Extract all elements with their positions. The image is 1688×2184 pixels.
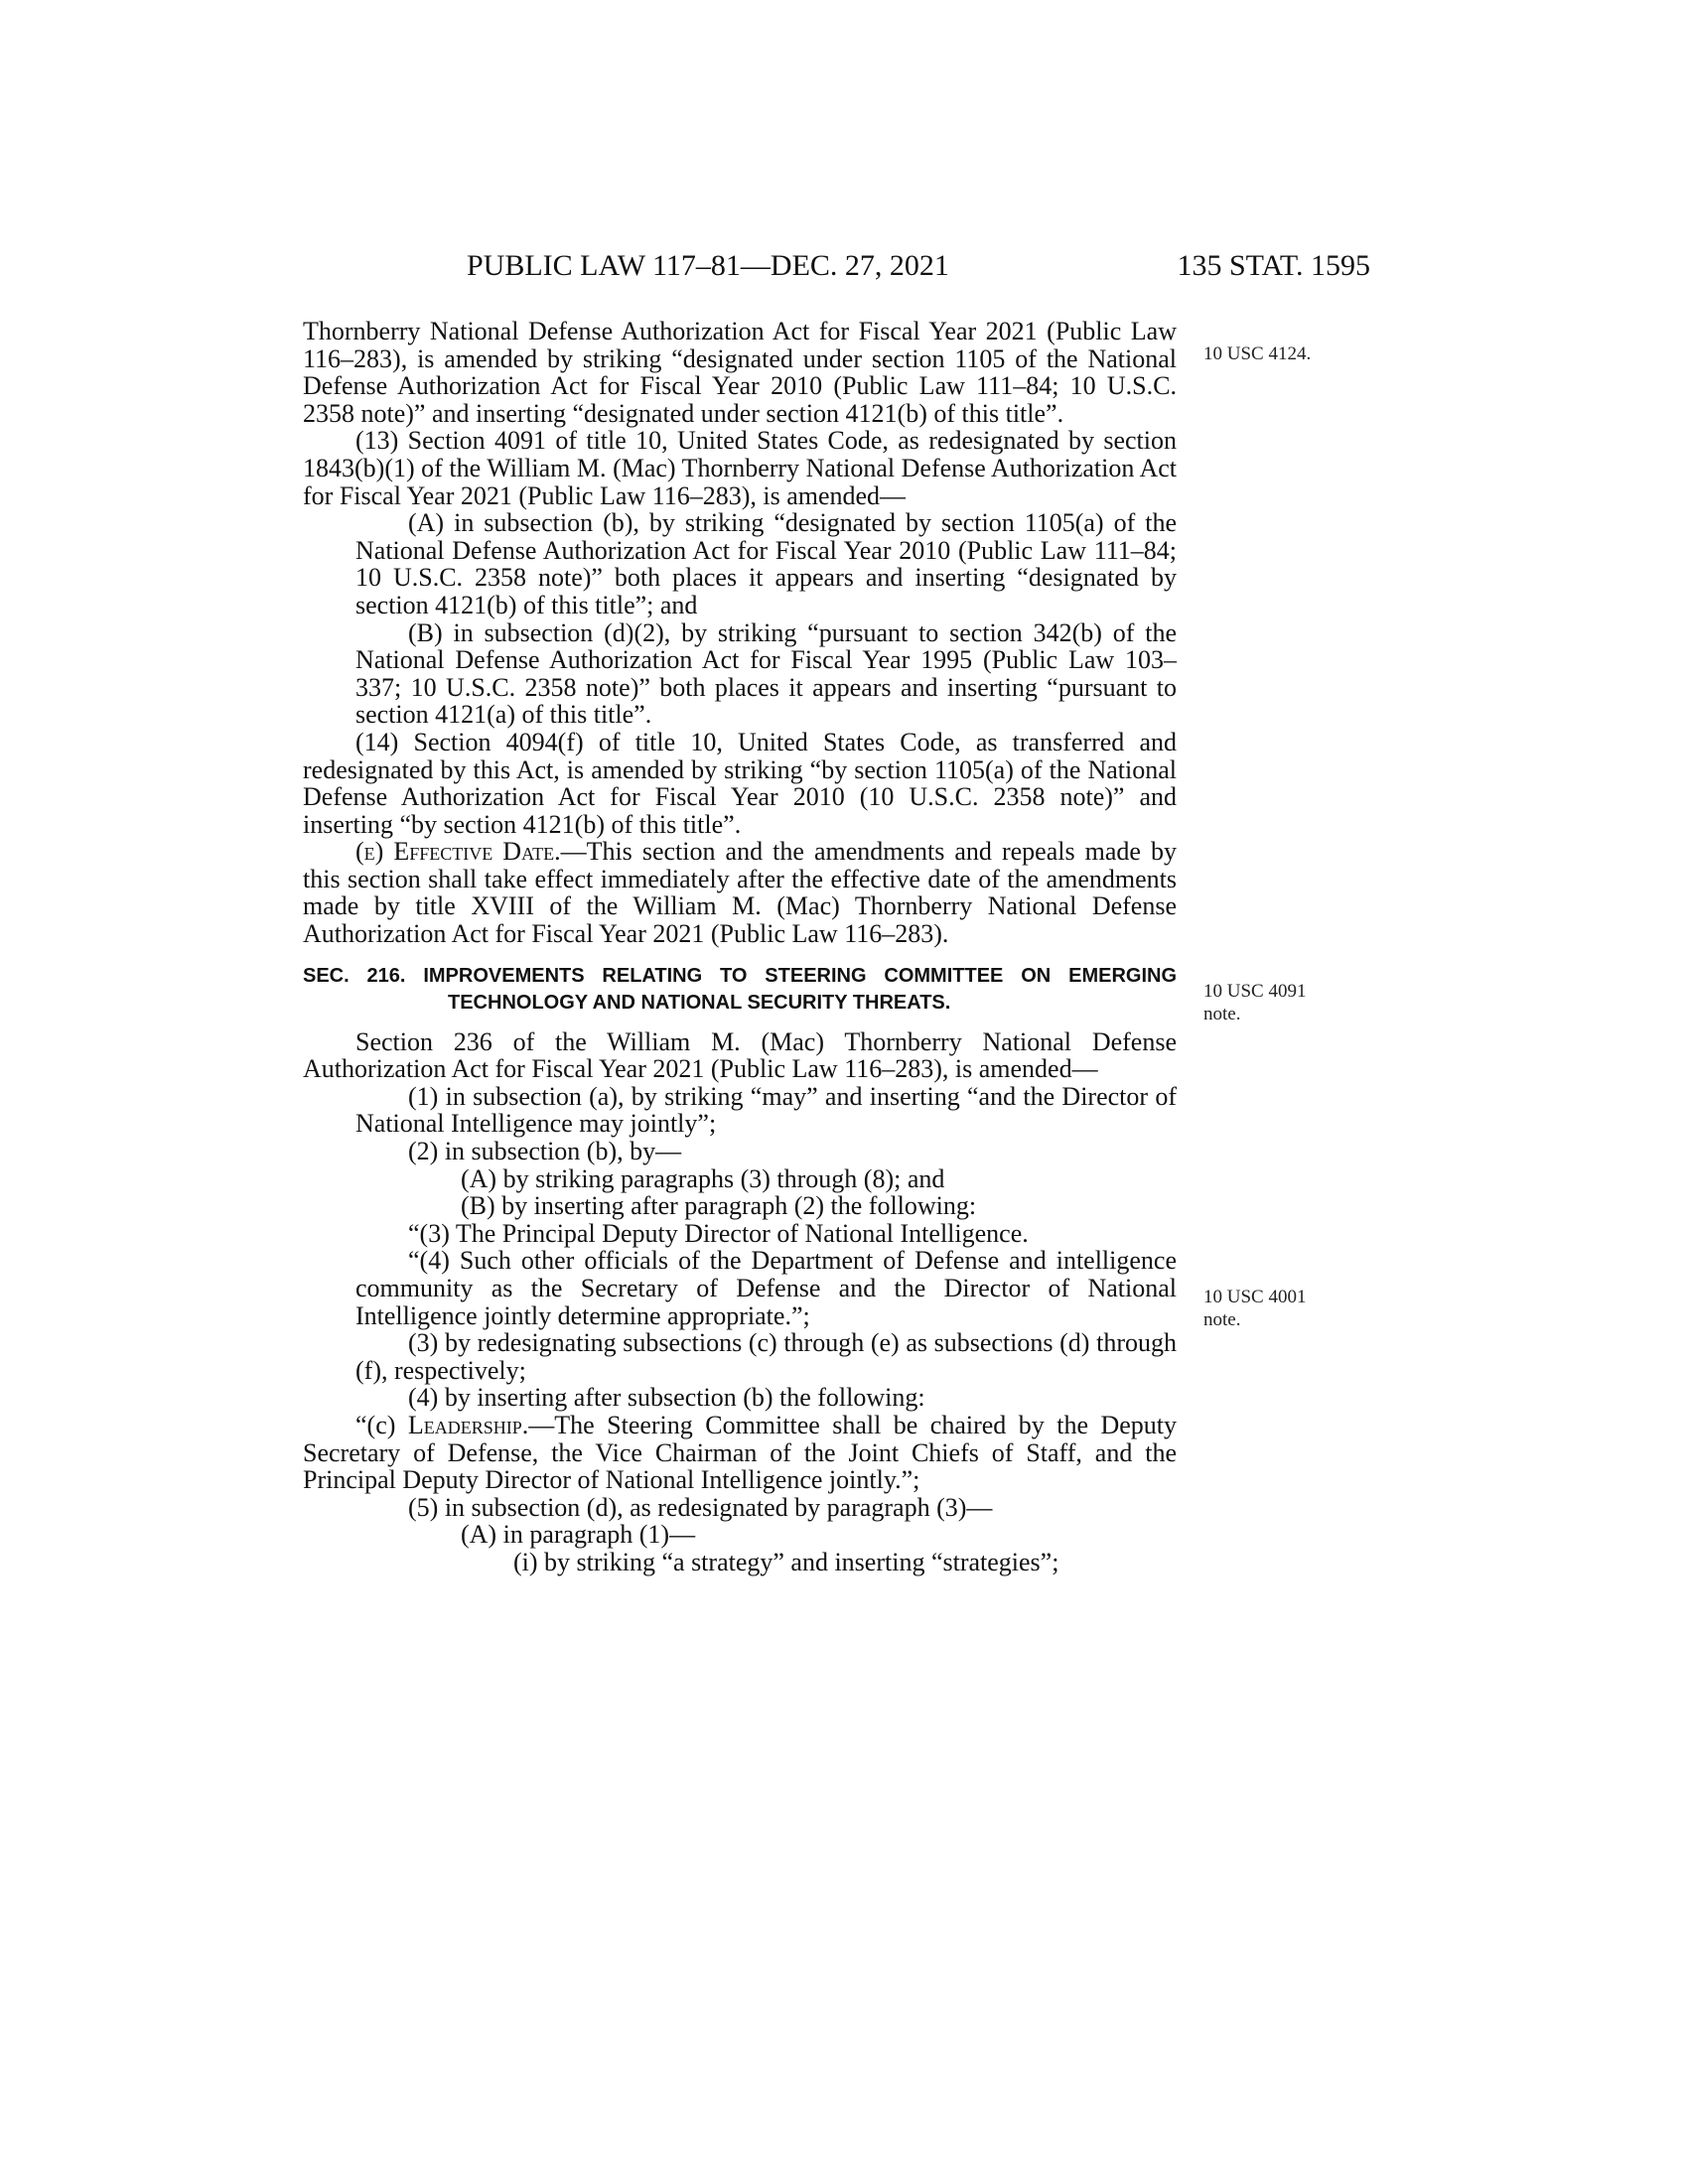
margin-note-line: 10 USC 4091	[1203, 981, 1307, 1002]
quoted-paragraph-3: “(3) The Principal Deputy Director of National Intelligence.	[408, 1218, 1029, 1248]
header-stat-page: 135 STAT. 1595	[1177, 249, 1370, 282]
subsection-text: —This section and the amendments and repeals made by this section shall take effect immediately after the effective date of the amendments made by title XVIII of the William M. (Mac) Thornberry National Defense Authorization Act for Fiscal Year 2021 (Public Law 116–283).	[303, 837, 1177, 949]
subsection-heading: Leadership.	[407, 1410, 529, 1439]
paragraph-13-a: (A) in subsection (b), by striking “designated by section 1105(a) of the National Defense Authorization Act for Fiscal Year 2010 (Public Law 111–84; 10 U.S.C. 2358 note)” both places it appears and inserting “designated by section 4121(b) of this title”; and	[355, 508, 1177, 619]
margin-note	[1203, 1286, 1306, 1331]
paragraph-2-b: (B) by inserting after paragraph (2) the following:	[461, 1191, 977, 1221]
paragraph-2-a: (A) by striking paragraphs (3) through (8); and	[461, 1163, 945, 1193]
paragraph-5: (5) in subsection (d), as redesignated by paragraph (3)—	[408, 1492, 993, 1522]
header-title: PUBLIC LAW 117–81—DEC. 27, 2021	[467, 249, 949, 282]
paragraph-3: (3) by redesignating subsections (c) through (e) as subsections (d) through (f), respectively;	[355, 1328, 1177, 1385]
paragraph-5-a-i: (i) by striking “a strategy” and inserting “strategies”;	[513, 1547, 1059, 1576]
subsection-text: —The Steering Committee shall be chaired by the Deputy Secretary of Defense, the Vice Chairman of the Joint Chiefs of Staff, and the Principal Deputy Director of National Intelligence jointly.”;	[303, 1410, 1177, 1495]
margin-note-line: 10 USC 4001	[1203, 1287, 1307, 1307]
paragraph-14: (14) Section 4094(f) of title 10, United States Code, as transferred and redesignated by this Act, is amended by striking “by section 1105(a) of the National Defense Authorization Act for Fiscal Year 2010 (10 U.S.C. 2358 note)” and inserting “by section 4121(b) of this title”.	[303, 727, 1177, 839]
section-intro: Section 236 of the William M. (Mac) Thornberry National Defense Authorization Act for Fiscal Year 2021 (Public Law 116–283), is amended—	[303, 1026, 1177, 1084]
quote-open: “(c)	[355, 1410, 408, 1439]
document-body	[303, 318, 1177, 1576]
paragraph-continuation: Thornberry National Defense Authorization Act for Fiscal Year 2021 (Public Law 116–283), is amended by striking “designated under section 1105 of the National Defense Authorization Act for Fiscal Year 2010 (Public Law 111–84; 10 U.S.C. 2358 note)” and inserting “designated under section 4121(b) of this title”.	[303, 317, 1177, 428]
paragraph-1: (1) in subsection (a), by striking “may” and inserting “and the Director of National Intelligence may jointly”;	[355, 1081, 1177, 1139]
page-header	[467, 246, 1370, 286]
paragraph-4: (4) by inserting after subsection (b) the following:	[408, 1383, 925, 1413]
margin-note	[1203, 980, 1306, 1025]
margin-note-line: note.	[1203, 1004, 1241, 1024]
paragraph-13-b: (B) in subsection (d)(2), by striking “pursuant to section 342(b) of the National Defense Authorization Act for Fiscal Year 1995 (Public Law 103–337; 10 U.S.C. 2358 note)” both places it appears and inserting “pursuant to section 4121(a) of this title”.	[355, 617, 1177, 730]
section-216-heading: SEC. 216. IMPROVEMENTS RELATING TO STEERING COMMITTEE ON EMERGING TECHNOLOGY AND NATIONAL SECURITY THREATS.	[303, 964, 1177, 1014]
quoted-subsection-c	[303, 1412, 1177, 1494]
quoted-paragraph-4: “(4) Such other officials of the Department of Defense and intelligence community as the Secretary of Defense and the Director of National Intelligence jointly determine appropriate.”;	[355, 1246, 1177, 1330]
subsection-heading: (e) Effective Date.	[355, 837, 561, 867]
paragraph-2: (2) in subsection (b), by—	[408, 1137, 682, 1166]
margin-note-line: note.	[1203, 1309, 1241, 1330]
margin-note	[1203, 342, 1311, 365]
paragraph-5-a: (A) in paragraph (1)—	[461, 1520, 696, 1550]
subsection-e-effective-date	[303, 838, 1177, 947]
margin-note-line: 10 USC 4124.	[1203, 343, 1312, 364]
paragraph-13: (13) Section 4091 of title 10, United States Code, as redesignated by section 1843(b)(1) of the William M. (Mac) Thornberry National Defense Authorization Act for Fiscal Year 2021 (Public Law 116–283), is amended—	[303, 426, 1177, 510]
